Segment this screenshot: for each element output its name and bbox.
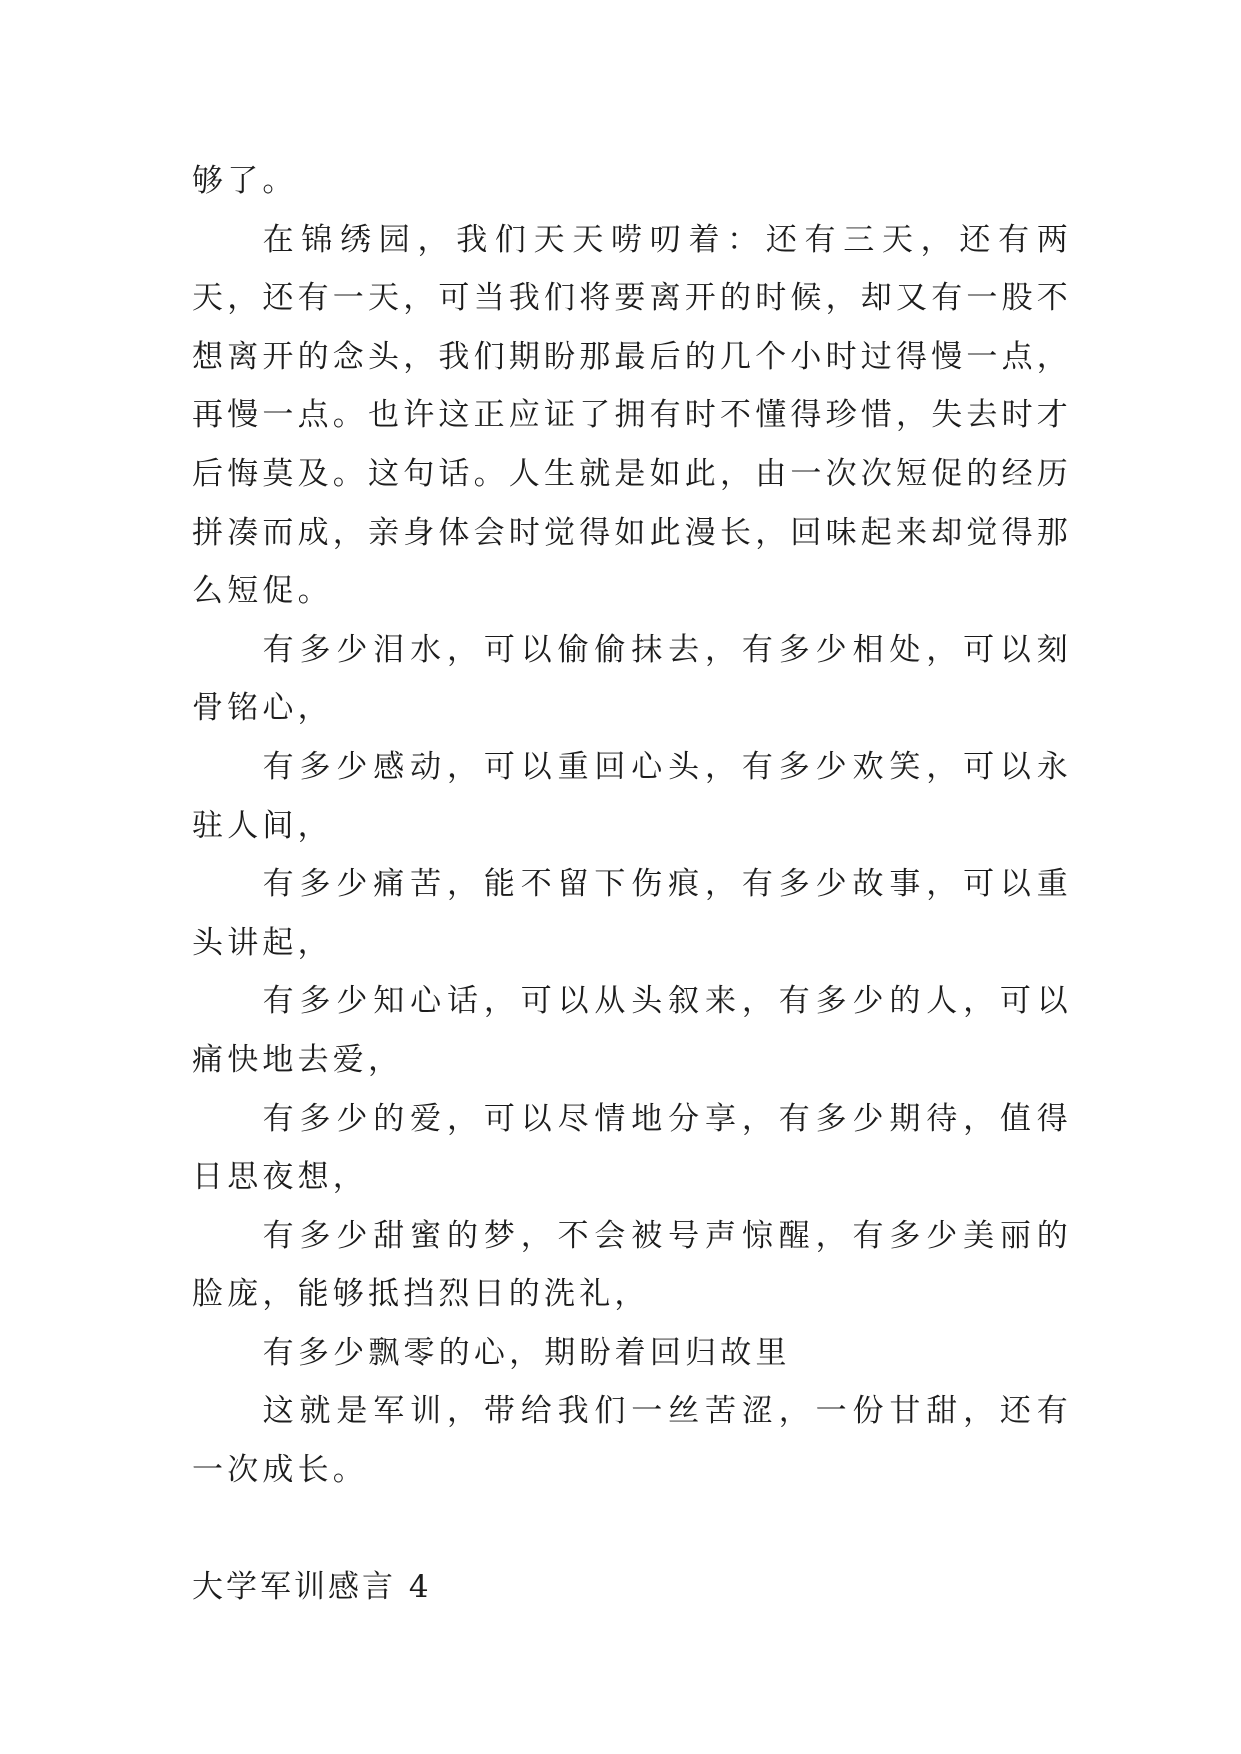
section-heading: 大学军训感言 4 bbox=[192, 1569, 432, 1606]
paragraph-love: 有多少的爱，可以尽情地分享，有多少期待，值得日思夜想， bbox=[192, 1100, 1072, 1196]
paragraph-moved: 有多少感动，可以重回心头，有多少欢笑，可以永驻人间， bbox=[192, 748, 1072, 844]
blank-line bbox=[192, 1500, 1072, 1559]
paragraph-dreams: 有多少甜蜜的梦，不会被号声惊醒，有多少美丽的脸庞，能够抵挡烈日的洗礼， bbox=[192, 1217, 1072, 1313]
document-body bbox=[192, 152, 1072, 1617]
paragraph-continuation: 够了。 bbox=[192, 163, 298, 199]
paragraph-military-training: 这就是军训，带给我们一丝苦涩，一份甘甜，还有一次成长。 bbox=[192, 1393, 1072, 1489]
paragraph-heart-words: 有多少知心话，可以从头叙来，有多少的人，可以痛快地去爱， bbox=[192, 983, 1072, 1078]
paragraph-tears: 有多少泪水，可以偷偷抹去，有多少相处，可以刻骨铭心， bbox=[192, 631, 1072, 727]
paragraph-pain: 有多少痛苦，能不留下伤痕，有多少故事，可以重头讲起， bbox=[192, 866, 1072, 961]
paragraph-jinxiuyuan: 在锦绣园，我们天天唠叨着：还有三天，还有两天，还有一天，可当我们将要离开的时候，却又有一股不想离开的念头，我们期盼那最后的几个小时过得慢一点，再慢一点。也许这正应证了拥有时不懂得珍惜，失去时才后悔莫及。这句话。人生就是如此，由一次次短促的经历拼凑而成，亲身体会时觉得如此漫长，回味起来却觉得那么短促。 bbox=[192, 221, 1072, 610]
paragraph-hometown: 有多少飘零的心，期盼着回归故里 bbox=[262, 1334, 791, 1371]
